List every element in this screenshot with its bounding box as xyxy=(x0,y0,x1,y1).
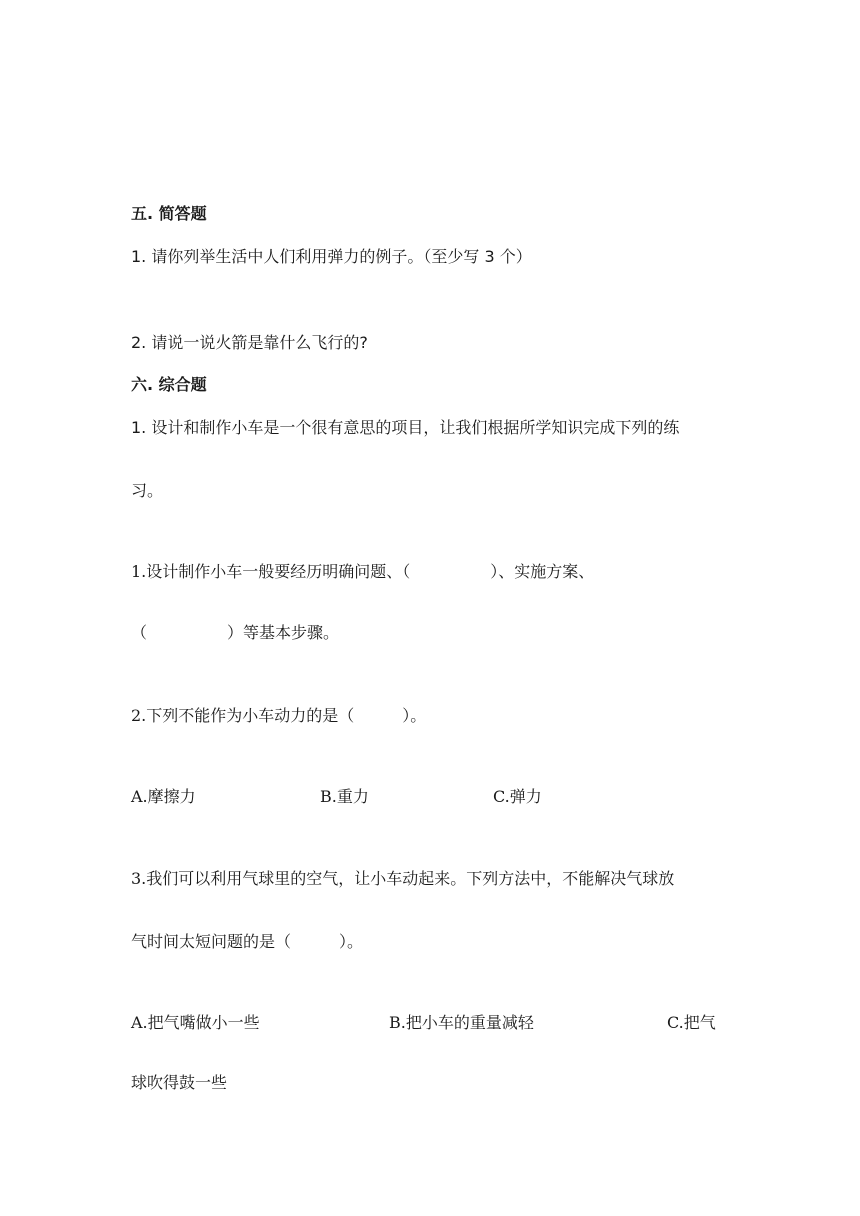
section-5-question-2: 2. 请说一说火箭是靠什么飞行的? xyxy=(131,333,368,352)
sub-question-3-line-1: 3.我们可以利用气球里的空气，让小车动起来。下列方法中，不能解决气球放 xyxy=(131,869,675,888)
sub-question-3-option-b: B.把小车的重量减轻 xyxy=(389,1013,534,1032)
sub-question-2: 2.下列不能作为小车动力的是（ ）。 xyxy=(131,706,427,725)
sub-question-3-line-2: 气时间太短问题的是（ ）。 xyxy=(131,932,364,951)
sub-question-2-option-a: A.摩擦力 xyxy=(131,787,196,806)
sub-question-2-option-b: B.重力 xyxy=(320,787,369,806)
sub-question-1-line-1: 1.设计制作小车一般要经历明确问题、（ ）、实施方案、 xyxy=(131,562,595,581)
section-6-heading: 六. 综合题 xyxy=(131,375,207,394)
section-5-question-1: 1. 请你列举生活中人们利用弹力的例子。（至少写 3 个） xyxy=(131,247,532,266)
sub-question-3-option-c: C.把气 xyxy=(667,1013,716,1032)
section-5-heading: 五. 简答题 xyxy=(131,204,207,223)
sub-question-2-option-c: C.弹力 xyxy=(493,787,542,806)
sub-question-3-option-a: A.把气嘴做小一些 xyxy=(131,1013,260,1032)
sub-question-1-line-2: （ ）等基本步骤。 xyxy=(131,623,340,642)
sub-question-3-option-c-wrap: 球吹得鼓一些 xyxy=(131,1073,228,1092)
section-6-intro-line-2: 习。 xyxy=(131,481,164,500)
section-6-intro-line-1: 1. 设计和制作小车是一个很有意思的项目，让我们根据所学知识完成下列的练 xyxy=(131,418,680,437)
